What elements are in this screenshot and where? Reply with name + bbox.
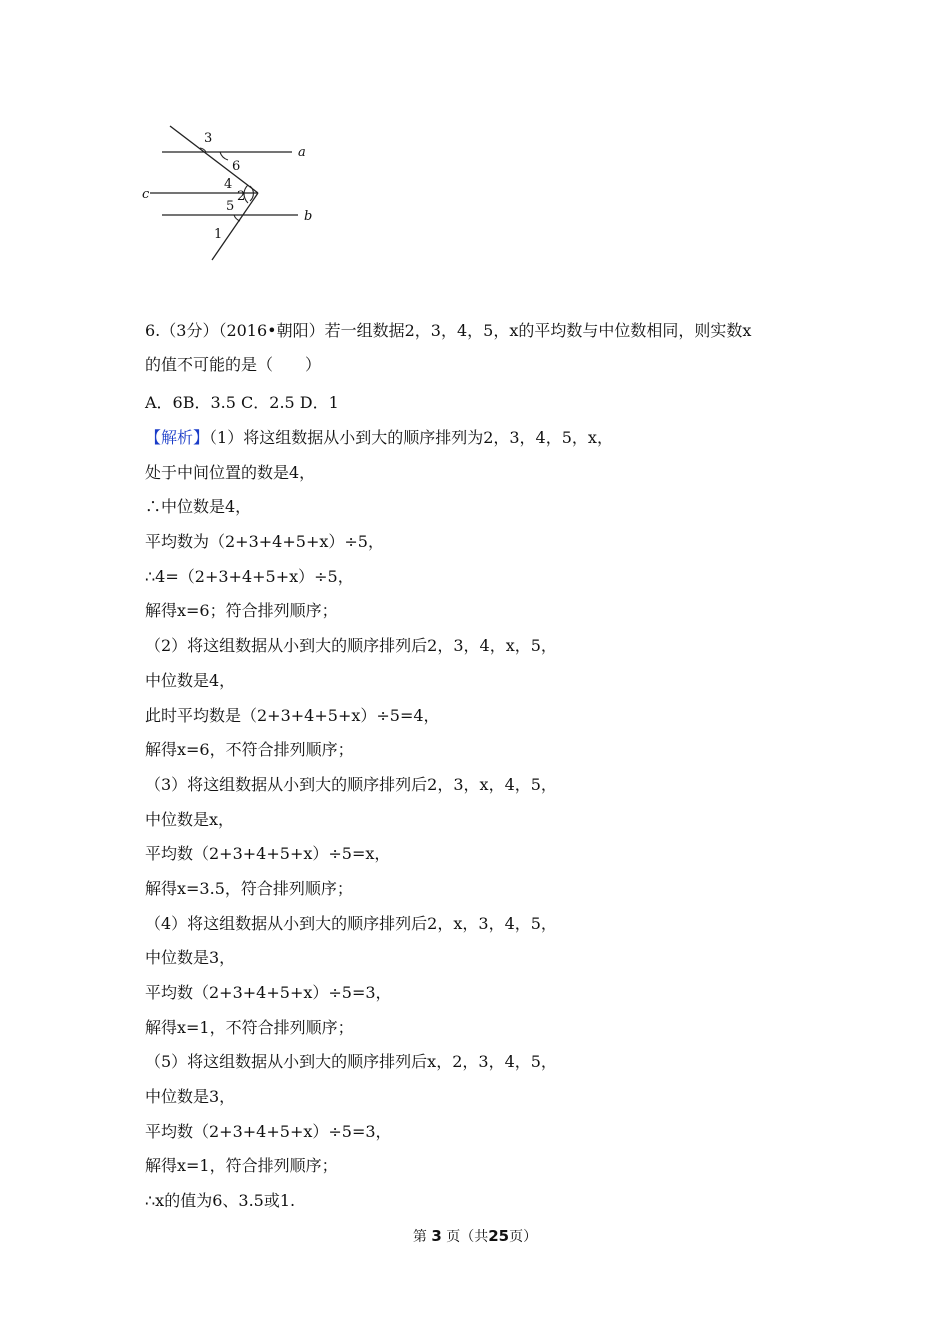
solution-line: 解得x=6；符合排列顺序； xyxy=(145,601,338,621)
answer-options: A．6B．3.5 C．2.5 D．1 xyxy=(145,393,339,412)
question-line: 6.（3分）（2016•朝阳）若一组数据2，3，4，5，x的平均数与中位数相同，则实数x xyxy=(145,321,752,340)
solution-line xyxy=(145,421,613,456)
solution-line: 平均数（2+3+4+5+x）÷5=x， xyxy=(145,844,391,864)
line-label-a: a xyxy=(298,145,306,160)
solution-line: ∴x的值为6、3.5或1. xyxy=(145,1191,296,1211)
question-line: 的值不可能的是（ ） xyxy=(145,355,322,374)
geometry-figure xyxy=(140,118,330,268)
footer-suffix: 页） xyxy=(509,1229,538,1245)
solution-line: 中位数是3， xyxy=(145,1087,236,1107)
footer-prefix: 第 xyxy=(412,1229,427,1245)
angle-label-4: 4 xyxy=(224,177,233,192)
solution-line: 解得x=1，不符合排列顺序； xyxy=(145,1017,354,1037)
solution-first: （1）将这组数据从小到大的顺序排列为2，3，4，5，x， xyxy=(209,428,613,447)
solution-line: （2）将这组数据从小到大的顺序排列后2，3，4，x，5， xyxy=(145,636,557,656)
analysis-tag: 【解析】 xyxy=(145,428,210,447)
solution-line: ∴4=（2+3+4+5+x）÷5， xyxy=(145,566,354,586)
footer-middle: 页（共 xyxy=(446,1229,489,1245)
line-label-c: c xyxy=(142,187,150,202)
angle-label-2: 2 xyxy=(237,189,246,204)
solution-line: 处于中间位置的数是4， xyxy=(145,462,316,482)
angle-arc-6 xyxy=(220,152,228,160)
solution-line: 中位数是3， xyxy=(145,948,236,968)
line-label-b: b xyxy=(304,209,313,224)
transversal-upper xyxy=(170,126,258,193)
solution-line: （4）将这组数据从小到大的顺序排列后2，x，3，4，5， xyxy=(145,913,557,933)
solution-line: 平均数为（2+3+4+5+x）÷5， xyxy=(145,532,384,552)
solution-line: 平均数（2+3+4+5+x）÷5=3， xyxy=(145,983,392,1002)
solution-line: 解得x=3.5，符合排列顺序； xyxy=(145,878,353,898)
footer-page-number: 3 xyxy=(431,1227,442,1245)
solution-line: 此时平均数是（2+3+4+5+x）÷5=4， xyxy=(145,705,440,725)
angle-label-3: 3 xyxy=(204,131,213,146)
solution-line: 平均数（2+3+4+5+x）÷5=3， xyxy=(145,1121,392,1141)
angle-label-6: 6 xyxy=(232,159,241,174)
footer-total-pages: 25 xyxy=(488,1227,510,1245)
solution-line: （5）将这组数据从小到大的顺序排列后x，2，3，4，5， xyxy=(145,1052,557,1072)
angle-label-1: 1 xyxy=(214,227,223,242)
solution-line: （3）将这组数据从小到大的顺序排列后2，3，x，4，5， xyxy=(145,774,557,794)
solution-line: 解得x=1，符合排列顺序； xyxy=(145,1156,338,1176)
solution-line: 解得x=6，不符合排列顺序； xyxy=(145,740,354,760)
angle-arc-1 xyxy=(234,215,240,221)
question-text xyxy=(145,314,825,382)
solution-line: ∴中位数是4， xyxy=(145,497,252,517)
solution-line: 中位数是4， xyxy=(145,670,236,690)
page-footer xyxy=(0,1226,950,1246)
solution xyxy=(145,421,613,1219)
solution-line: 中位数是x， xyxy=(145,809,235,829)
angle-label-5: 5 xyxy=(226,199,235,214)
